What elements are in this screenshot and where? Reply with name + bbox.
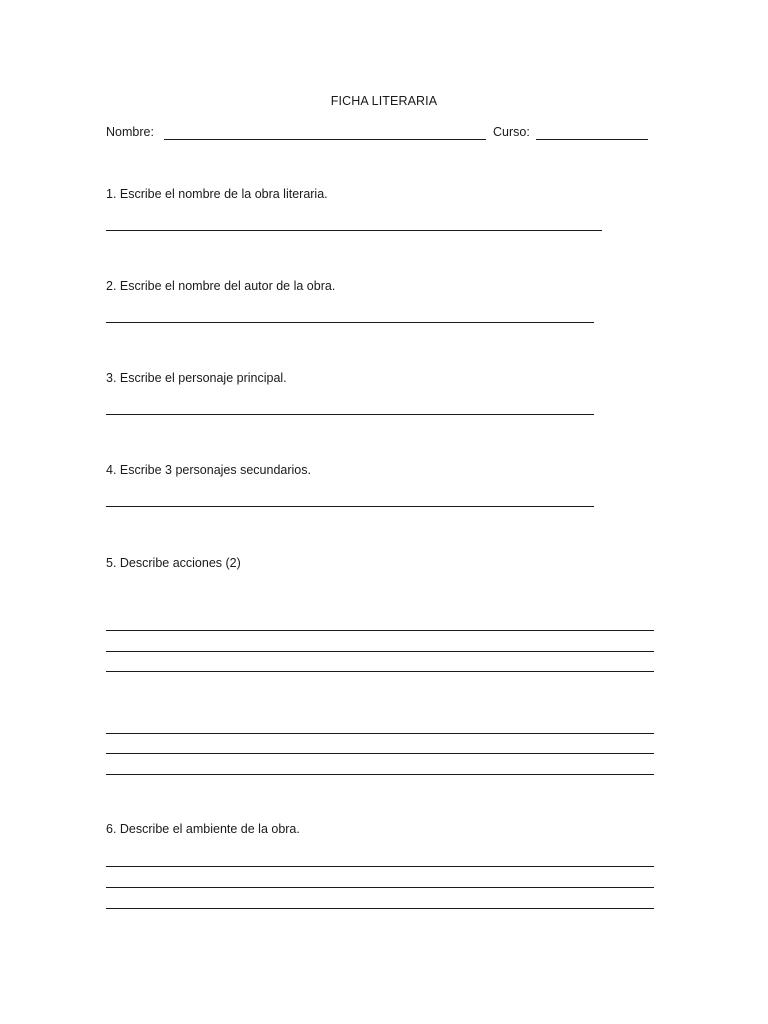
- answer-line-q5: [106, 630, 654, 631]
- answer-line-q6: [106, 887, 654, 888]
- course-label: Curso:: [493, 125, 530, 139]
- answer-line-q6: [106, 866, 654, 867]
- question-1: 1. Escribe el nombre de la obra literaria.: [106, 187, 328, 201]
- answer-line-q5: [106, 651, 654, 652]
- course-blank-line: [536, 139, 648, 140]
- name-label: Nombre:: [106, 125, 154, 139]
- question-5: 5. Describe acciones (2): [106, 556, 241, 570]
- page-title: FICHA LITERARIA: [330, 94, 438, 108]
- question-2: 2. Escribe el nombre del autor de la obra.: [106, 279, 336, 293]
- answer-line-q5: [106, 753, 654, 754]
- name-blank-line: [164, 139, 486, 140]
- answer-line-q5: [106, 774, 654, 775]
- answer-line-q5: [106, 733, 654, 734]
- question-6: 6. Describe el ambiente de la obra.: [106, 822, 300, 836]
- answer-line-q3: [106, 414, 594, 415]
- answer-line-q6: [106, 908, 654, 909]
- answer-line-q1: [106, 230, 602, 231]
- question-3: 3. Escribe el personaje principal.: [106, 371, 287, 385]
- answer-line-q2: [106, 322, 594, 323]
- answer-line-q4: [106, 506, 594, 507]
- answer-line-q5: [106, 671, 654, 672]
- question-4: 4. Escribe 3 personajes secundarios.: [106, 463, 311, 477]
